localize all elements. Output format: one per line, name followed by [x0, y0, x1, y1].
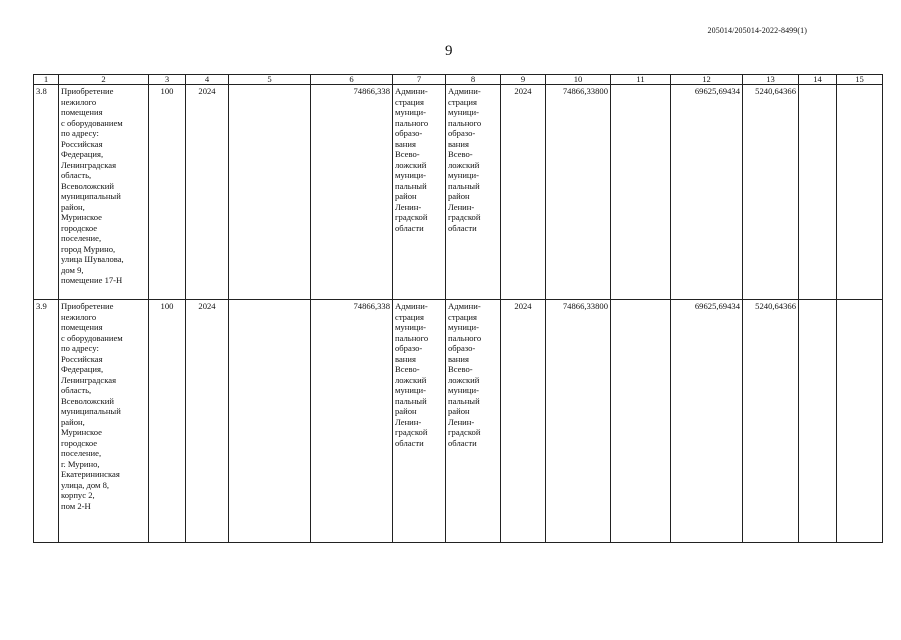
cell-col12: 69625,69434: [671, 300, 743, 543]
cell-col11: [611, 300, 671, 543]
column-header: 11: [611, 75, 671, 85]
cell-col5: [229, 85, 311, 300]
cell-col10: 74866,33800: [546, 300, 611, 543]
page-number: 9: [445, 43, 453, 59]
cell-col15: [837, 85, 883, 300]
cell-col7: Админи- страция муници- пального образо- вания Всево- ложский муници- пальный район Ленин- градской области: [393, 300, 446, 543]
registry-table: [33, 74, 883, 543]
object-description: Приобретение нежилого помещения с оборудованием по адресу: Российская Федерация, Ленинградская область, Всеволожский муниципальный район, Муринское городское поселение, город Мурино, улица Шувалова, дом 9, помещение 17-Н: [59, 85, 149, 300]
column-number-row: [34, 75, 883, 85]
row-number: 3.8: [34, 85, 59, 300]
cell-col14: [799, 85, 837, 300]
cell-col5: [229, 300, 311, 543]
cell-col6: 74866,338: [311, 300, 393, 543]
column-header: 7: [393, 75, 446, 85]
table-row: [34, 85, 883, 300]
column-header: 2: [59, 75, 149, 85]
cell-col11: [611, 85, 671, 300]
column-header: 5: [229, 75, 311, 85]
table-row: [34, 300, 883, 543]
column-header: 1: [34, 75, 59, 85]
cell-col10: 74866,33800: [546, 85, 611, 300]
cell-col12: 69625,69434: [671, 85, 743, 300]
column-header: 12: [671, 75, 743, 85]
column-header: 13: [743, 75, 799, 85]
cell-col3: 100: [149, 300, 186, 543]
column-header: 4: [186, 75, 229, 85]
cell-col7: Админи- страция муници- пального образо- вания Всево- ложский муници- пальный район Ленин- градской области: [393, 85, 446, 300]
cell-col4: 2024: [186, 85, 229, 300]
cell-col6: 74866,338: [311, 85, 393, 300]
column-header: 14: [799, 75, 837, 85]
document-id: 205014/205014-2022-8499(1): [707, 26, 807, 35]
object-description: Приобретение нежилого помещения с оборудованием по адресу: Российская Федерация, Ленинградская область, Всеволожский муниципальный район, Муринское городское поселение, г. Мурино, Екатерининская улица, дом 8, корпус 2, пом 2-Н: [59, 300, 149, 543]
cell-col13: 5240,64366: [743, 300, 799, 543]
cell-col8: Админи- страция муници- пального образо- вания Всево- ложский муници- пальный район Ленин- градской области: [446, 300, 501, 543]
column-header: 3: [149, 75, 186, 85]
cell-col3: 100: [149, 85, 186, 300]
column-header: 15: [837, 75, 883, 85]
cell-col14: [799, 300, 837, 543]
cell-col13: 5240,64366: [743, 85, 799, 300]
column-header: 10: [546, 75, 611, 85]
cell-col4: 2024: [186, 300, 229, 543]
cell-col9: 2024: [501, 300, 546, 543]
cell-col8: Админи- страция муници- пального образо- вания Всево- ложский муници- пальный район Ленин- градской области: [446, 85, 501, 300]
cell-col9: 2024: [501, 85, 546, 300]
row-number: 3.9: [34, 300, 59, 543]
column-header: 9: [501, 75, 546, 85]
cell-col15: [837, 300, 883, 543]
column-header: 8: [446, 75, 501, 85]
column-header: 6: [311, 75, 393, 85]
